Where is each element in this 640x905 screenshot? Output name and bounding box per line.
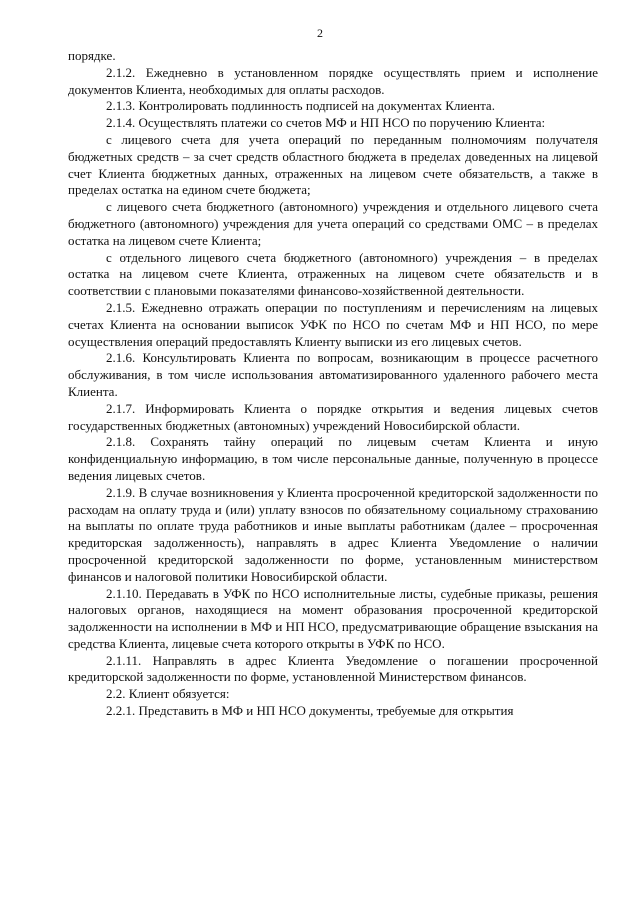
paragraph-2-2: 2.2. Клиент обязуется: [106,686,230,702]
paragraph-2-1-4-item-1: с лицевого счета для учета операций по переданным полномочиям получателя бюджетных средств – за счет средств областного бюджета в пределах доведенных на лицевой счет Клиента бюджетных данных, отраженных на лицевом счете обязательств, а также в пределах остатка на едином счете бюджета; [68,131,598,198]
paragraph-2-1-6: 2.1.6. Консультировать Клиента по вопросам, возникающим в процессе расчетного обслуживания, в том числе использования автоматизированного удаленного рабочего места Клиента. [68,350,598,399]
paragraph-2-1-2: 2.1.2. Ежедневно в установленном порядке осуществлять прием и исполнение документов Клиента, необходимых для оплаты расходов. [68,64,598,97]
paragraph-2-2-1: 2.2.1. Представить в МФ и НП НСО документы, требуемые для открытия [106,703,514,719]
paragraph-2-1-7: 2.1.7. Информировать Клиента о порядке открытия и ведения лицевых счетов государственных бюджетных (автономных) учреждений Новосибирской области. [68,400,598,433]
paragraph-2-1-10: 2.1.10. Передавать в УФК по НСО исполнительные листы, судебные приказы, решения налоговых органов, находящиеся на момент образования просроченной кредиторской задолженности на исполнении в МФ и НП НСО, предусматривающие обращение взыскания на средства Клиента, лицевые счета которого открыты в УФК по НСО. [68,585,598,651]
paragraph-2-1-5: 2.1.5. Ежедневно отражать операции по поступлениям и перечислениям на лицевых счетах Клиента на основании выписок УФК по НСО по счетам МФ и НП НСО, по мере осуществления операций предоставлять Клиенту выписки из его лицевых счетов. [68,299,598,349]
paragraph-2-1-4-item-3: с отдельного лицевого счета бюджетного (автономного) учреждения – в пределах остатка на лицевом счете Клиента, отраженных на лицевом счете обязательств и в соответствии с плановыми показателями финансово-хозяйственной деятельности. [68,249,598,299]
page-number: 2 [317,26,323,40]
paragraph-2-1-4: 2.1.4. Осуществлять платежи со счетов МФ и НП НСО по поручению Клиента: [106,115,546,131]
paragraph-2-1-8: 2.1.8. Сохранять тайну операций по лицевым счетам Клиента и иную конфиденциальную информацию, в том числе персональные данные, полученную в процессе ведения лицевых счетов. [68,434,598,483]
paragraph-continuation: порядке. [68,48,116,63]
paragraph-2-1-3: 2.1.3. Контролировать подлинность подписей на документах Клиента. [106,98,495,114]
paragraph-2-1-4-item-2: с лицевого счета бюджетного (автономного) учреждения и отдельного лицевого счета бюджетного (автономного) учреждения для учета операций со средствами ОМС – в пределах остатка на лицевом счете Клиента; [68,199,598,248]
document-body [68,48,598,720]
paragraph-2-1-11: 2.1.11. Направлять в адрес Клиента Уведомление о погашении просроченной кредиторской задолженности по форме, установленной Министерством финансов. [68,652,598,685]
paragraph-2-1-9: 2.1.9. В случае возникновения у Клиента просроченной кредиторской задолженности по расходам на оплату труда и (или) уплату взносов по обязательному социальному страхованию на выплаты по оплате труда работников и иные выплаты работникам (далее – просроченная кредиторская задолженность), направлять в адрес Клиента Уведомление о наличии просроченной кредиторской задолженности по форме, установленным министерством финансов и налоговой политики Новосибирской области. [68,484,598,584]
